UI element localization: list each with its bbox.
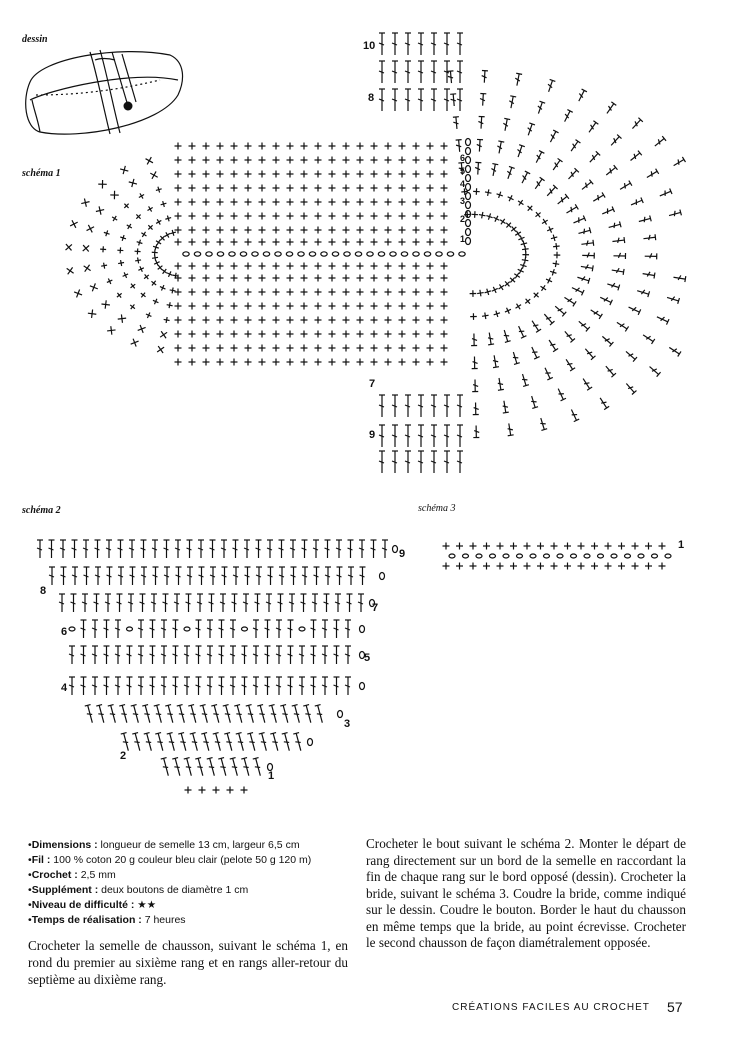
instructions-right: Crocheter le bout suivant le schéma 2. Monter le départ de rang directement sur un bord de la semelle en raccordant la fin de chaque rang sur le bord opposé (dessin). Crocheter la bride, suivant le schéma 3. Coudre la bride, comme indiqué sur le dessin. Coudre le bouton. Border le haut du chausson en même temps que la bride, au point écrevisse. Crocheter le second chausson de façon diamétralement opposée.: [366, 836, 686, 950]
s2-row-4: 4: [61, 682, 68, 694]
s1-row-3: 3: [460, 196, 466, 206]
instructions-left: Crocheter la semelle de chausson, suivant le schéma 1, en rond du premier au sixième rang et en rangs aller-retour du septième au dixième rang.: [28, 938, 348, 987]
spec-fil: •Fil : 100 % coton 20 g couleur bleu clair (pelote 50 g 120 m): [28, 854, 312, 866]
s2-row-9: 9: [399, 548, 406, 560]
footer-brand: CRÉATIONS FACILES AU CROCHET: [452, 1002, 650, 1013]
spec-niveau: •Niveau de difficulté : ★★: [28, 899, 157, 911]
spec-dimensions: •Dimensions : longueur de semelle 13 cm, largeur 6,5 cm: [28, 839, 300, 851]
label-schema-3: schéma 3: [418, 503, 456, 514]
label-schema-1: schéma 1: [22, 168, 61, 179]
s1-row-10: 10: [363, 40, 376, 52]
s2-row-3: 3: [344, 718, 351, 730]
spec-crochet: •Crochet : 2,5 mm: [28, 869, 116, 881]
s2-row-8: 8: [40, 585, 47, 597]
s2-row-7: 7: [372, 602, 379, 614]
specs-block: [28, 838, 348, 928]
label-schema-2: schéma 2: [22, 505, 61, 516]
s1-row-1: 1: [460, 234, 466, 244]
s1-row-9: 9: [369, 429, 376, 441]
s3-row-1: 1: [678, 539, 685, 551]
s1-row-7: 7: [369, 378, 376, 390]
s2-row-5: 5: [364, 652, 371, 664]
s1-row-6: 6: [460, 153, 466, 163]
s2-row-6: 6: [61, 626, 68, 638]
s1-row-2: 2: [460, 214, 466, 224]
page-number: 57: [667, 999, 683, 1015]
s2-row-1: 1: [268, 770, 275, 782]
s2-row-2: 2: [120, 750, 127, 762]
s1-row-4: 4: [460, 179, 466, 189]
label-dessin: dessin: [22, 34, 48, 45]
s1-row-8: 8: [368, 92, 375, 104]
s1-row-5: 5: [460, 166, 466, 176]
spec-temps: •Temps de réalisation : 7 heures: [28, 914, 186, 926]
spec-supplement: •Supplément : deux boutons de diamètre 1 cm: [28, 884, 249, 896]
